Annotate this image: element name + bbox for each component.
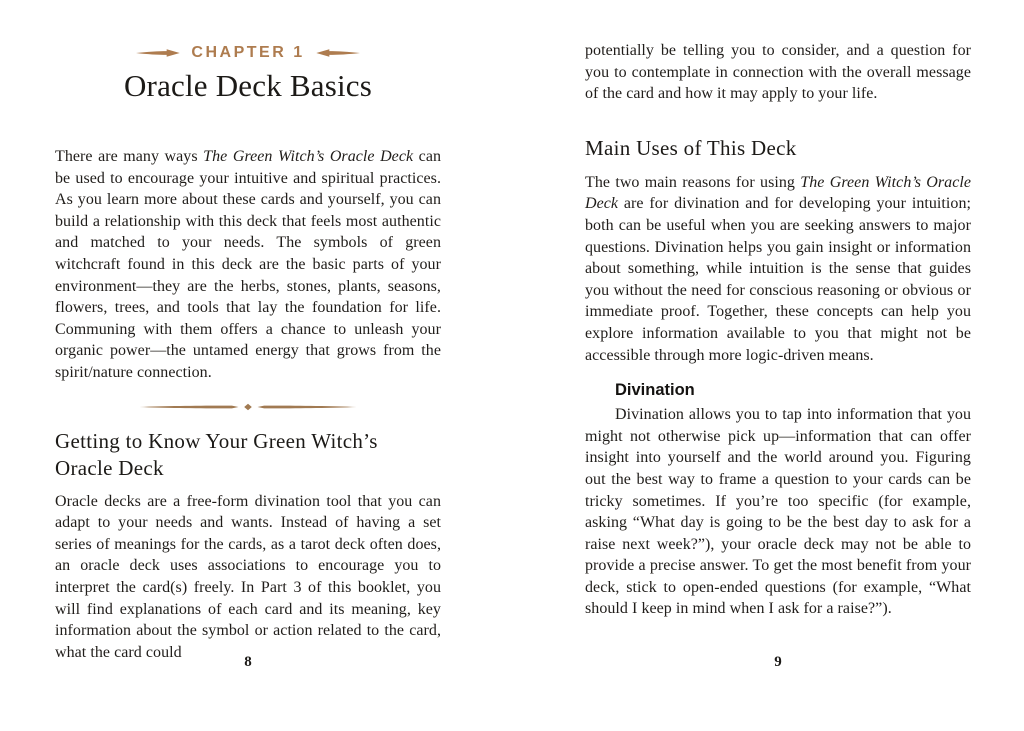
intro-text-pre: There are many ways bbox=[55, 148, 204, 165]
divination-paragraph: Divination allows you to tap into information that you might not otherwise pick up—information that can offer insight into yourself and the world around you. Figuring out the best way to frame a question to your cards can be tricky sometimes. If you’re too specific (for example, asking “What day is going to be the best day to ask for a raise next week?”), your oracle deck may not be able to provide a precise answer. To get the most benefit from your deck, stick to open-ended questions (for example, “What should I keep in mind when I ask for a raise?”). bbox=[585, 406, 971, 618]
intro-text-post: can be used to encourage your intuitive and spiritual practices. As you learn more about these cards and yourself, you can build a relationship with this deck that feels most authentic and matched to your needs. The symbols of green witchcraft found in this deck are the basic parts of your environment—they are the herbs, stones, plants, seasons, flowers, trees, and tools that lay the foundation for life. Communing with them offers a chance to unleash your organic power—the untamed energy that grows from the spirit/nature connection. bbox=[55, 148, 442, 381]
section-divider-icon bbox=[138, 401, 358, 413]
chapter-title: Oracle Deck Basics bbox=[123, 68, 373, 103]
page-right bbox=[585, 40, 971, 620]
page-left bbox=[55, 44, 441, 663]
intro-paragraph bbox=[55, 146, 441, 384]
section-heading-main-uses: Main Uses of This Deck bbox=[585, 135, 797, 160]
section-paragraph: Oracle decks are a free-form divination tool that you can adapt to your needs and wants. Instead of having a set series of meanings for the cards, as a tarot deck often does, an oracle deck uses associations to encourage you to interpret the card(s) freely. In Part 3 of this booklet, you will find explanations of each card and its meaning, key information about the symbol or action related to the card, what the card could bbox=[55, 492, 441, 661]
chapter-label: CHAPTER 1 bbox=[191, 44, 305, 61]
chapter-arrow-right-icon bbox=[314, 47, 360, 59]
book-title-italic: The Green Witch’s Oracle Deck bbox=[203, 148, 414, 165]
subsection-heading-divination: Divination bbox=[615, 381, 695, 400]
uses-paragraph bbox=[585, 172, 971, 366]
chapter-arrow-left-icon bbox=[136, 47, 182, 59]
page-number-left: 8 bbox=[244, 654, 252, 670]
page-number-right: 9 bbox=[774, 654, 782, 670]
uses-text-post: are for divination and for developing your intuition; both can be useful when you are seeking answers to major questions. Divination helps you gain insight or information about something, while intuition is the sense that guides you without the need for conscious reasoning or obvious or immediate proof. Together, these concepts can help you explore information available to you that might not be accessible through more logic-driven means. bbox=[585, 195, 971, 364]
continuation-paragraph: potentially be telling you to consider, and a question for you to contemplate in connection with the overall message of the card and how it may apply to your life. bbox=[585, 42, 971, 103]
chapter-header bbox=[55, 44, 441, 62]
uses-text-pre: The two main reasons for using bbox=[585, 173, 801, 191]
book-title-italic: The Green Witch’s Oracle Deck bbox=[585, 173, 972, 213]
section-heading-getting-to-know: Getting to Know Your Green Witch’s Oracle Deck bbox=[55, 428, 378, 480]
